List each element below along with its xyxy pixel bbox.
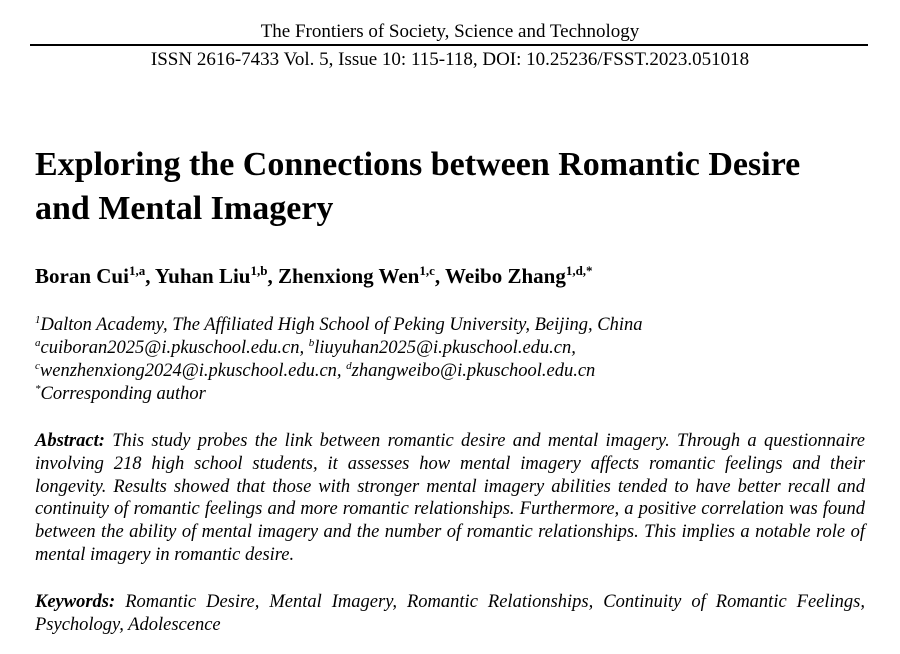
corresponding-superscript: * <box>35 383 41 395</box>
abstract-paragraph <box>35 430 865 567</box>
author-superscript: 1,b <box>250 263 268 278</box>
author-name: Weibo Zhang <box>445 264 566 288</box>
paper-title <box>35 143 875 231</box>
author-superscript: 1,a <box>128 263 146 278</box>
email-superscript: c <box>35 360 40 372</box>
title-line-1: Exploring the Connections between Romantic Desire <box>35 146 801 183</box>
keywords-paragraph <box>35 591 865 637</box>
header-rule <box>30 44 868 46</box>
author-superscript: 1,d,* <box>565 263 593 278</box>
author-name: Zhenxiong Wen <box>277 264 420 288</box>
author-name: Boran Cui <box>35 264 129 288</box>
abstract-label: Abstract: <box>35 431 105 451</box>
author-email: wenzhenxiong2024@i.pkuschool.edu.cn <box>39 361 337 381</box>
affiliation-superscript: 1 <box>35 314 41 326</box>
title-line-2: and Mental Imagery <box>35 190 334 227</box>
keywords-label: Keywords: <box>35 592 116 612</box>
affiliations-block <box>35 314 875 406</box>
abstract-text: This study probes the link between romantic desire and mental imagery. Through a questionnaire involving 218 high school students, it assesses how mental imagery affects romantic feelings and their longevity. Results showed that those with stronger mental imagery abilities tended to have better recall and continuity of romantic feelings and more romantic relationships. Furthermore, a positive correlation was found between the ability of mental imagery and the number of romantic relationships. This implies a notable role of mental imagery in romantic desire. <box>35 431 865 565</box>
author-name: Yuhan Liu <box>154 264 251 288</box>
author-email: liuyuhan2025@i.pkuschool.edu.cn <box>314 338 572 358</box>
issn-doi-line: ISSN 2616-7433 Vol. 5, Issue 10: 115-118, DOI: 10.25236/FSST.2023.051018 <box>150 49 750 70</box>
email-line: $^a$cuiboran2025@i.pkuschool.edu.cn, $^b$liuyuhan2025@i.pkuschool.edu.cn, <box>35 337 576 358</box>
author-email: zhangweibo@i.pkuschool.edu.cn <box>351 361 596 381</box>
journal-name: The Frontiers of Society, Science and Technology <box>260 21 640 42</box>
keywords-text: Romantic Desire, Mental Imagery, Romantic Relationships, Continuity of Romantic Feelings, Psychology, Adolescence <box>35 592 866 635</box>
affiliation-text: Dalton Academy, The Affiliated High School of Peking University, Beijing, China <box>40 315 643 335</box>
email-line: $^c$wenzhenxiong2024@i.pkuschool.edu.cn, $^d$zhangweibo@i.pkuschool.edu.cn <box>35 360 596 381</box>
author-email: cuiboran2025@i.pkuschool.edu.cn <box>40 338 300 358</box>
email-superscript: b <box>308 337 315 349</box>
email-superscript: a <box>35 337 41 349</box>
author-list: Boran Cui$^{1,a}$, Yuhan Liu$^{1,b}$, Zhenxiong Wen$^{1,c}$, Weibo Zhang$^{1,d,*}$ <box>35 263 593 288</box>
author-superscript: 1,c <box>419 263 435 278</box>
corresponding-line <box>35 383 875 406</box>
affiliation-line <box>35 314 875 337</box>
email-superscript: d <box>346 360 352 372</box>
corresponding-text: Corresponding author <box>40 384 206 404</box>
